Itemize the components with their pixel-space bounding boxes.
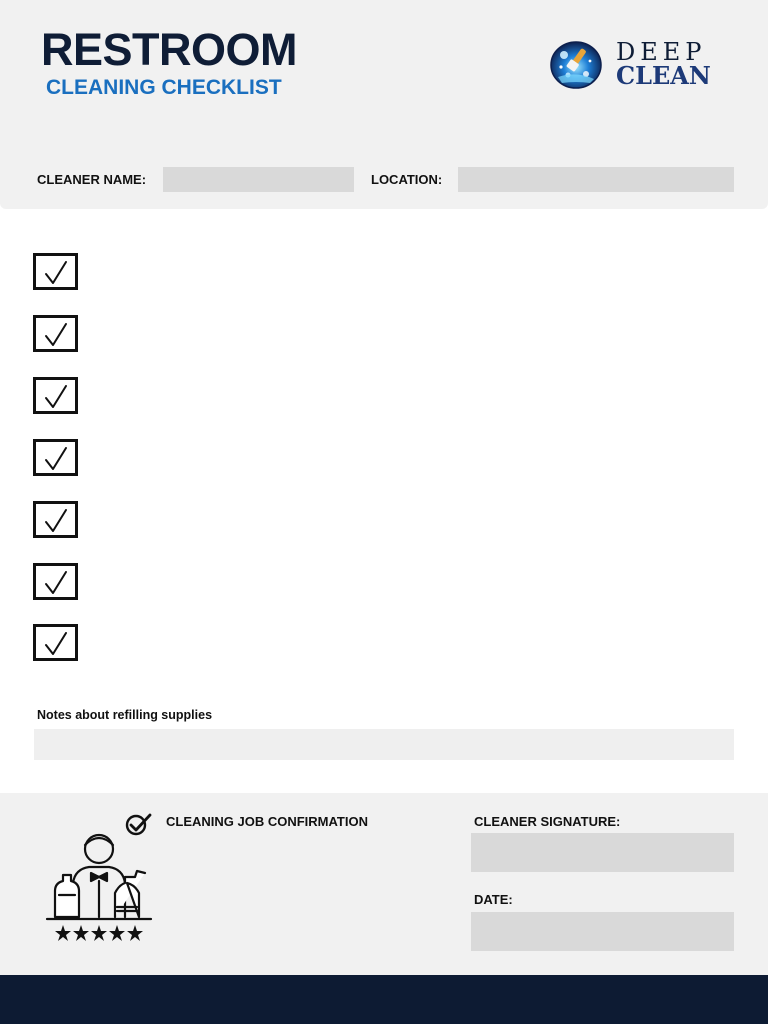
confirmation-title: CLEANING JOB CONFIRMATION (166, 814, 368, 829)
checklist-checkbox[interactable] (33, 377, 78, 414)
logo-word-clean: CLEAN (616, 61, 711, 90)
location-label: LOCATION: (371, 172, 443, 187)
date-field[interactable] (471, 912, 734, 951)
location-field[interactable] (458, 167, 734, 192)
checklist-checkbox[interactable] (33, 439, 78, 476)
cleaner-name-field[interactable] (163, 167, 354, 192)
checkmark-icon (44, 260, 68, 286)
logo-word-deep: DEEP (616, 38, 707, 66)
checklist-checkbox[interactable] (33, 563, 78, 600)
page-subtitle: CLEANING CHECKLIST (46, 76, 282, 99)
checkmark-icon (44, 570, 68, 596)
header-panel (0, 0, 768, 209)
signature-label: CLEANER SIGNATURE: (474, 814, 621, 829)
deep-clean-logo (550, 40, 710, 90)
checklist-checkbox[interactable] (33, 315, 78, 352)
checklist-checkbox[interactable] (33, 624, 78, 661)
cleaner-with-supplies-icon (45, 821, 153, 943)
page-title: RESTROOM (41, 24, 298, 75)
checkmark-icon (44, 384, 68, 410)
checkmark-icon (44, 446, 68, 472)
checklist-checkbox[interactable] (33, 253, 78, 290)
date-label: DATE: (474, 892, 513, 907)
signature-field[interactable] (471, 833, 734, 872)
confirmation-panel (0, 793, 768, 975)
notes-field[interactable] (34, 729, 734, 760)
checkmark-icon (44, 631, 68, 657)
checklist-checkbox[interactable] (33, 501, 78, 538)
brush-sparkle-icon (550, 41, 602, 89)
checkmark-icon (44, 508, 68, 534)
notes-label: Notes about refilling supplies (37, 708, 213, 722)
checkmark-icon (44, 322, 68, 348)
footer-bar (0, 975, 768, 1024)
cleaner-name-label: CLEANER NAME: (37, 172, 147, 187)
check-circle-icon (124, 812, 152, 836)
